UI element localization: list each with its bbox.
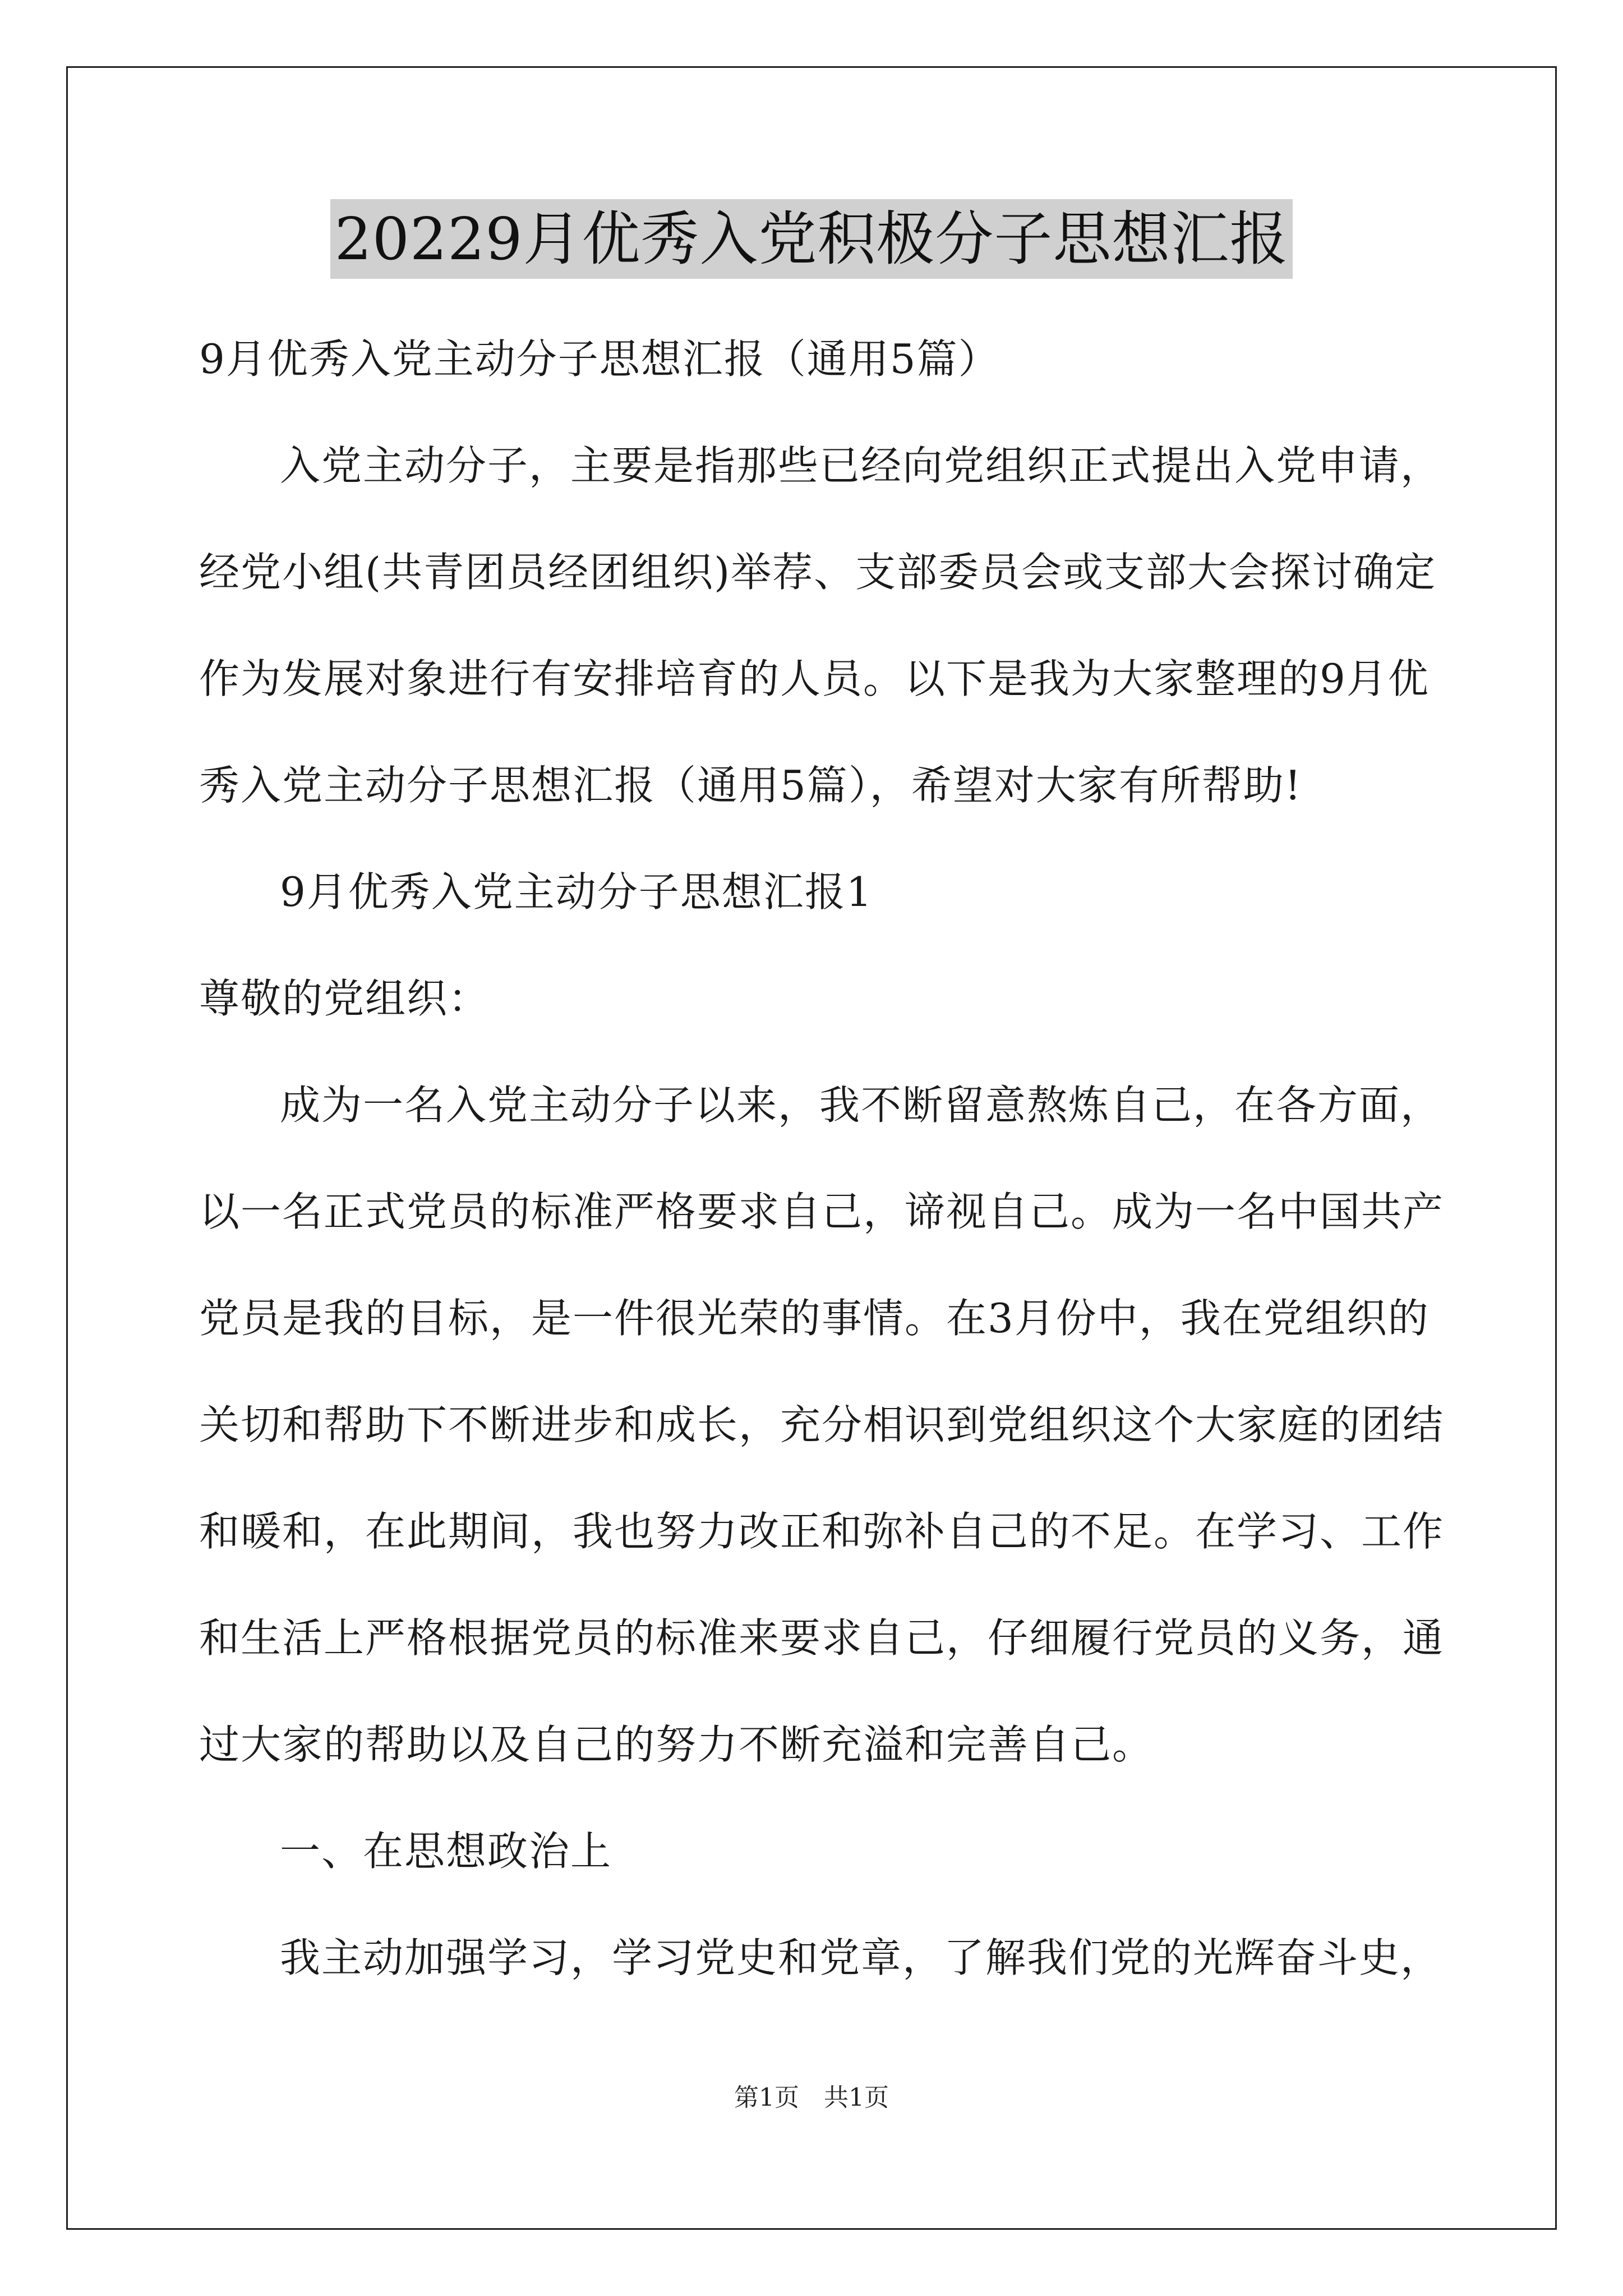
- intro-line: 作为发展对象进行有安排培育的人员。以下是我为大家整理的9月优: [199, 655, 1430, 702]
- intro-line: 秀入党主动分子思想汇报（通用5篇），希望对大家有所帮助!: [199, 762, 1302, 809]
- page-footer: 第1页 共1页: [734, 2083, 889, 2112]
- document-title: 20229月优秀入党积极分子思想汇报: [330, 199, 1293, 279]
- document-subtitle: 9月优秀入党主动分子思想汇报（通用5篇）: [199, 335, 1000, 383]
- body-line: 以一名正式党员的标准严格要求自己，谛视自己。成为一名中国共产: [199, 1188, 1445, 1235]
- salutation: 尊敬的党组织：: [199, 975, 490, 1022]
- point-line: 我主动加强学习，学习党史和党章，了解我们党的光辉奋斗史，: [280, 1934, 1442, 1981]
- body-line: 党员是我的目标，是一件很光荣的事情。在3月份中，我在党组织的: [199, 1295, 1430, 1342]
- body-line: 关切和帮助下不断进步和成长，充分相识到党组织这个大家庭的团结: [199, 1401, 1445, 1448]
- intro-line: 经党小组(共青团员经团组织)举荐、支部委员会或支部大会探讨确定: [199, 549, 1437, 596]
- document-body: [199, 306, 1445, 2011]
- section-heading: 9月优秀入党主动分子思想汇报1: [280, 868, 873, 915]
- body-line: 成为一名入党主动分子以来，我不断留意熬炼自己，在各方面，: [280, 1082, 1442, 1129]
- title-container: [0, 199, 1623, 279]
- body-line: 和暖和，在此期间，我也努力改正和弥补自己的不足。在学习、工作: [199, 1508, 1445, 1555]
- point-heading: 一、在思想政治上: [280, 1828, 612, 1875]
- body-line: 和生活上严格根据党员的标准来要求自己，仔细履行党员的义务，通: [199, 1614, 1445, 1662]
- body-line: 过大家的帮助以及自己的努力不断充溢和完善自己。: [199, 1721, 1154, 1768]
- intro-line: 入党主动分子，主要是指那些已经向党组织正式提出入党申请，: [280, 442, 1442, 489]
